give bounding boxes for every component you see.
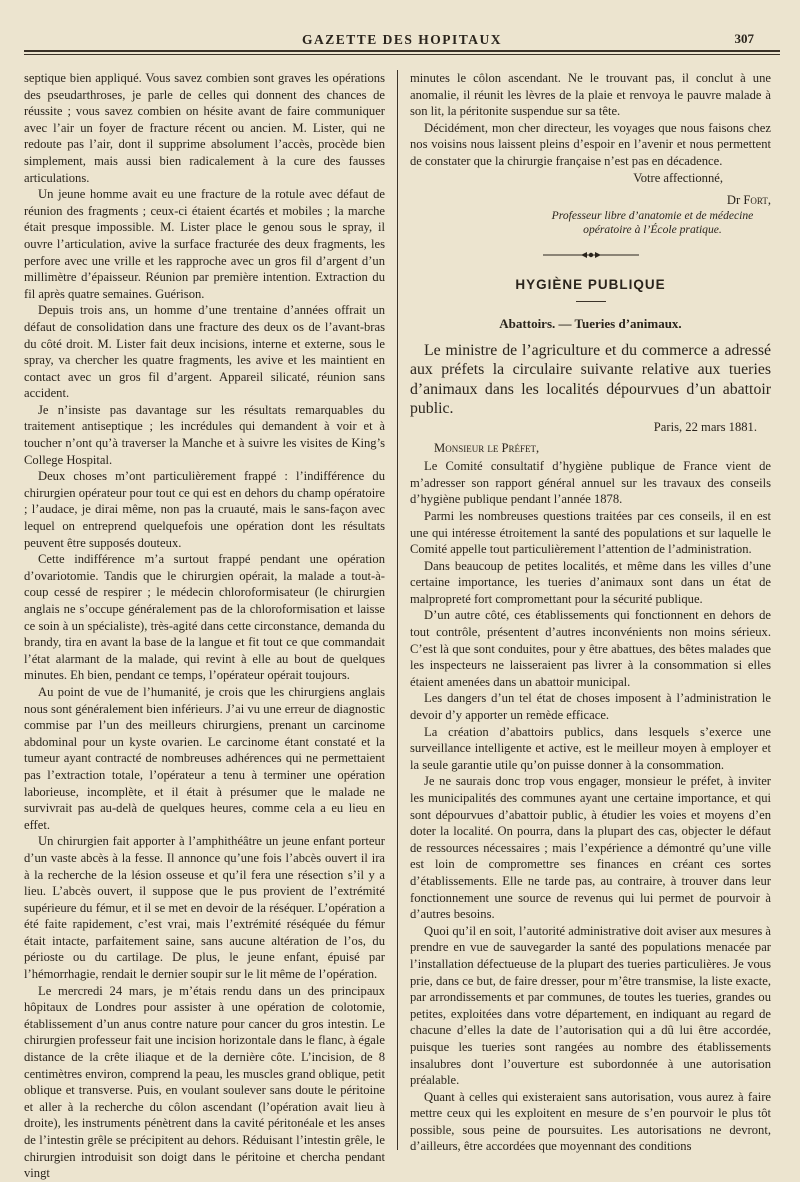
paragraph: Décidément, mon cher directeur, les voyages que nous faisons chez nos voisins nous laissent pleins d’espoir en l’avenir et nous permettent de constater que la chirurgie française n’est pas en décadence. — [410, 120, 771, 168]
section-ornament — [410, 251, 771, 259]
paragraph: Quant à celles qui existeraient sans autorisation, vous aurez à faire mettre ceux qui les exploitent en mesure de s’en pourvoir le plus tôt possible, sous peine de poursuites. Les autorisations ne devront, d’ailleurs, être accordées que moyennant des conditions — [410, 1089, 771, 1154]
column-divider — [397, 70, 398, 1150]
salutation: Monsieur le Préfet, — [434, 440, 540, 455]
paragraph: Un chirurgien fait apporter à l’amphithéâtre un jeune enfant porteur d’un vaste abcès à la fesse. Il annonce qu’une fois l’abcès ouvert il ira à la recherche de la lésion osseuse et qu’il fera une résection s’il y a lieu. L’abcès ouvert, il suppose que le pus provient de l’extrémité supérieure du fémur, et il se met en devoir de la réséquer. L’opération a été faite rapidement, c’est vrai, mais l’extrémité réséquée du fémur était intacte, parfaitement saine, sans aucune altération de l’os, du périoste ou du cartilage. De plus, le jeune enfant, épuisé par l’hémorrhagie, rendait le dernier soupir sur le lit même de l’opération. — [24, 834, 385, 982]
section-title-rule — [576, 301, 606, 302]
paragraph: La création d’abattoirs publics, dans lesquels s’exerce une surveillance intelligente et active, est le meilleur moyen à employer et la seule garantie utile qu’on puisse donner à la consommation. — [410, 724, 771, 772]
paragraph: Quoi qu’il en soit, l’autorité administrative doit aviser aux mesures à prendre en vue de sauvegarder la santé des populations menacée par l’installation défectueuse de la plupart des tueries particulières. Je vous prie, dans ce but, de faire dresser, pour m’être transmise, la liste exacte, par arrondissements et par communes, de toutes les tueries, grandes ou petites, exploitées dans votre département, en indiquant au regard de chacune d’elles la date de l’autorisation qui a dû lui être accordée, puisque les tueries sont rangées au nombre des établissements insalubres dont l’ouverture est subordonnée à une autorisation préalable. — [410, 923, 771, 1088]
columns — [24, 70, 780, 1181]
paragraph: Je n’insiste pas davantage sur les résultats remarquables du traitement antiseptique ; les incrédules qui demandent à voir et à toucher n’ont qu’à traverser la Manche et à suivre les visites de King’s College Hospital. — [24, 402, 385, 467]
signature-role-1: Professeur libre d’anatomie et de médecine — [551, 208, 754, 222]
paragraph: Un jeune homme avait eu une fracture de la rotule avec défaut de réunion des fragments ; ceux-ci étaient écartés et mobiles ; la marche était presque impossible. M. Lister place le genou sous le spray, il ouvre l’articulation, avive la surface fracturée des deux fragments, les perfore avec une vrille et les rapproche avec un gros fil d’argent d’un millimètre d’épaisseur. Réunion par première intention. Extraction du fil après quatre semaines. Guérison. — [24, 187, 385, 301]
lead-paragraph: Le ministre de l’agriculture et du commerce a adressé aux préfets la circulaire suivante relative aux tueries d’animaux dans les localités dépourvues d’un abattoir public. — [410, 341, 771, 418]
signature-name — [410, 192, 771, 209]
section-title: HYGIÈNE PUBLIQUE — [515, 276, 666, 292]
left-column — [24, 70, 393, 1181]
header-rule-thick — [24, 50, 780, 52]
paragraph: Les dangers d’un tel état de choses imposent à l’administration le devoir d’y apporter un remède efficace. — [410, 691, 771, 723]
paragraph: minutes le côlon ascendant. Ne le trouvant pas, il conclut à une anomalie, il réunit les lèvres de la plaie et renvoya le pauvre malade à son lit, la péritonite suspendue sur sa tête. — [410, 71, 771, 119]
header-rule-thin — [24, 54, 780, 55]
journal-title: GAZETTE DES HOPITAUX — [301, 32, 503, 47]
section-subtitle: Abattoirs. — Tueries d’animaux. — [499, 316, 682, 332]
paragraph: Parmi les nombreuses questions traitées par ces conseils, il en est une qui intéresse étroitement la santé des populations et sur laquelle le Comité appelle tout particulièrement l’attention de l’administration. — [410, 508, 771, 557]
paragraph: Dans beaucoup de petites localités, et même dans les villes d’une certaine importance, les tueries d’animaux sont dans un état de malpropreté fort compromettant pour la sécurité publique. — [410, 558, 771, 606]
paragraph: D’un autre côté, ces établissements qui fonctionnent en dehors de tout contrôle, présentent d’autres inconvénients non moins sérieux. C’est là que sont conduites, pour y être abattues, des bêtes malades que les inspecteurs ne laisseraient pas livrer à la consommation si elles étaient amenées dans un abattoir municipal. — [410, 608, 771, 689]
paragraph: Depuis trois ans, un homme d’une trentaine d’années offrait un défaut de consolidation dans une fracture des deux os de l’avant-bras du côté droit. M. Lister fait deux incisions, interne et externe, sous le spray, va chercher les quatre fragments, les avive et les maintient en contact avec un gros fil d’argent. Appareil silicaté, réunion sans accident. — [24, 303, 385, 401]
closing-line: Votre affectionné, — [633, 170, 723, 185]
dateline: Paris, 22 mars 1881. — [653, 419, 757, 434]
paragraph: Je ne saurais donc trop vous engager, monsieur le préfet, à inviter les municipalités des communes ayant une certaine importance, et qui sont dépourvues d’abattoir public, à étudier les voies et moyens d’en doter la localité. On pourra, dans la plupart des cas, objecter le défaut de ressources nécessaires ; mais l’expérience a démontré qu’une ville est loin de compromettre ses finances en créant ces sortes d’établissements. Elle ne tarde pas, au contraire, à trouver dans leur fonctionnement une source de revenus qui lui permet de pourvoir à d’autres besoins. — [410, 774, 771, 922]
ornament-rule-icon — [541, 251, 641, 259]
paragraph: Le mercredi 24 mars, je m’étais rendu dans un des principaux hôpitaux de Londres pour assister à une opération de colotomie, établissement d’un anus contre nature pour cancer du gros intestin. Le chirurgien professeur fait une incision horizontale dans le flanc, à égale distance de la crête iliaque et de la dernière côte. L’incision, de 8 centimètres environ, comprend la peau, les muscles grand oblique, petit oblique et transverse. Puis, en voulant soulever sans doute le péritoine et aller à la recherche du côlon ascendant (l’opération avait lieu à droite), les instruments pénètrent dans la cavité péritonéale et les anses de l’intestin grêle se précipitent au dehors. Réduisant l’intestin grêle, le chirurgien introduisit son doigt dans le péritoine et chercha pendant vingt — [24, 983, 385, 1181]
page-header — [24, 0, 780, 56]
signature-role-2: opératoire à l’École pratique. — [583, 222, 722, 236]
paragraph: Le Comité consultatif d’hygiène publique de France vient de m’adresser son rapport général annuel sur les travaux des conseils d’hygiène publique pendant l’année 1878. — [410, 459, 771, 507]
paragraph: Deux choses m’ont particulièrement frappé : l’indifférence du chirurgien opérateur pour tout ce qui est en dehors du champ opératoire ; l’audace, je dirai même, non pas la cruauté, mais le sans-façon avec lequel on entreprend quelquefois une opération dont les résultats peuvent être supposés douteux. — [24, 469, 385, 550]
paragraph: Au point de vue de l’humanité, je crois que les chirurgiens anglais nous sont généralement bien inférieurs. J’ai vu une erreur de diagnostic commise par l’un des meilleurs chirurgiens, prenant un carcinome abdominal pour un kyste ovarien. Le carcinome étant constaté et la tumeur ayant contracté de nombreuses adhérences qui ne permettaient pas l’extraction totale, l’opérateur a tenu à terminer une opération laborieuse, incomplète, et il était à présumer que le malade ne survivrait pas au-delà de quelques heures, comme cela a eu lieu en effet. — [24, 684, 385, 832]
page-number: 307 — [734, 31, 754, 46]
signature-prefix: Dr — [726, 193, 741, 208]
right-column — [402, 70, 771, 1154]
paragraph: septique bien appliqué. Vous savez combien sont graves les opérations des pseudarthroses, je parle de celles qui donnent des chances de réussite ; vous savez combien on hésite avant de faire communiquer avec l’air un foyer de fracture récent ou ancien. M. Lister, qui ne redoute pas l’air, dont il supprime absolument l’accès, procède bien simplement, mais aussi bien radicalement à la cure des fausses articulations. — [24, 71, 385, 185]
signature-surname: Fort, — [743, 193, 771, 208]
paragraph: Cette indifférence m’a surtout frappé pendant une opération d’ovariotomie. Tandis que le chirurgien opérait, la malade a tout-à-coup cessé de respirer ; le médecin chloroformisateur (le chirurgien anglais ne s’occupe généralement pas de la chloroformisation et laisse ce soin à un spécialiste), très-agité dans cette circonstance, demanda du brandy, tira en avant la base de la langue et fit tout ce que commandait l’état alarmant de la malade, qui revint à elle au bout de quelques minutes. Eh bien, pendant ce temps, l’opérateur opérait toujours. — [24, 552, 385, 683]
